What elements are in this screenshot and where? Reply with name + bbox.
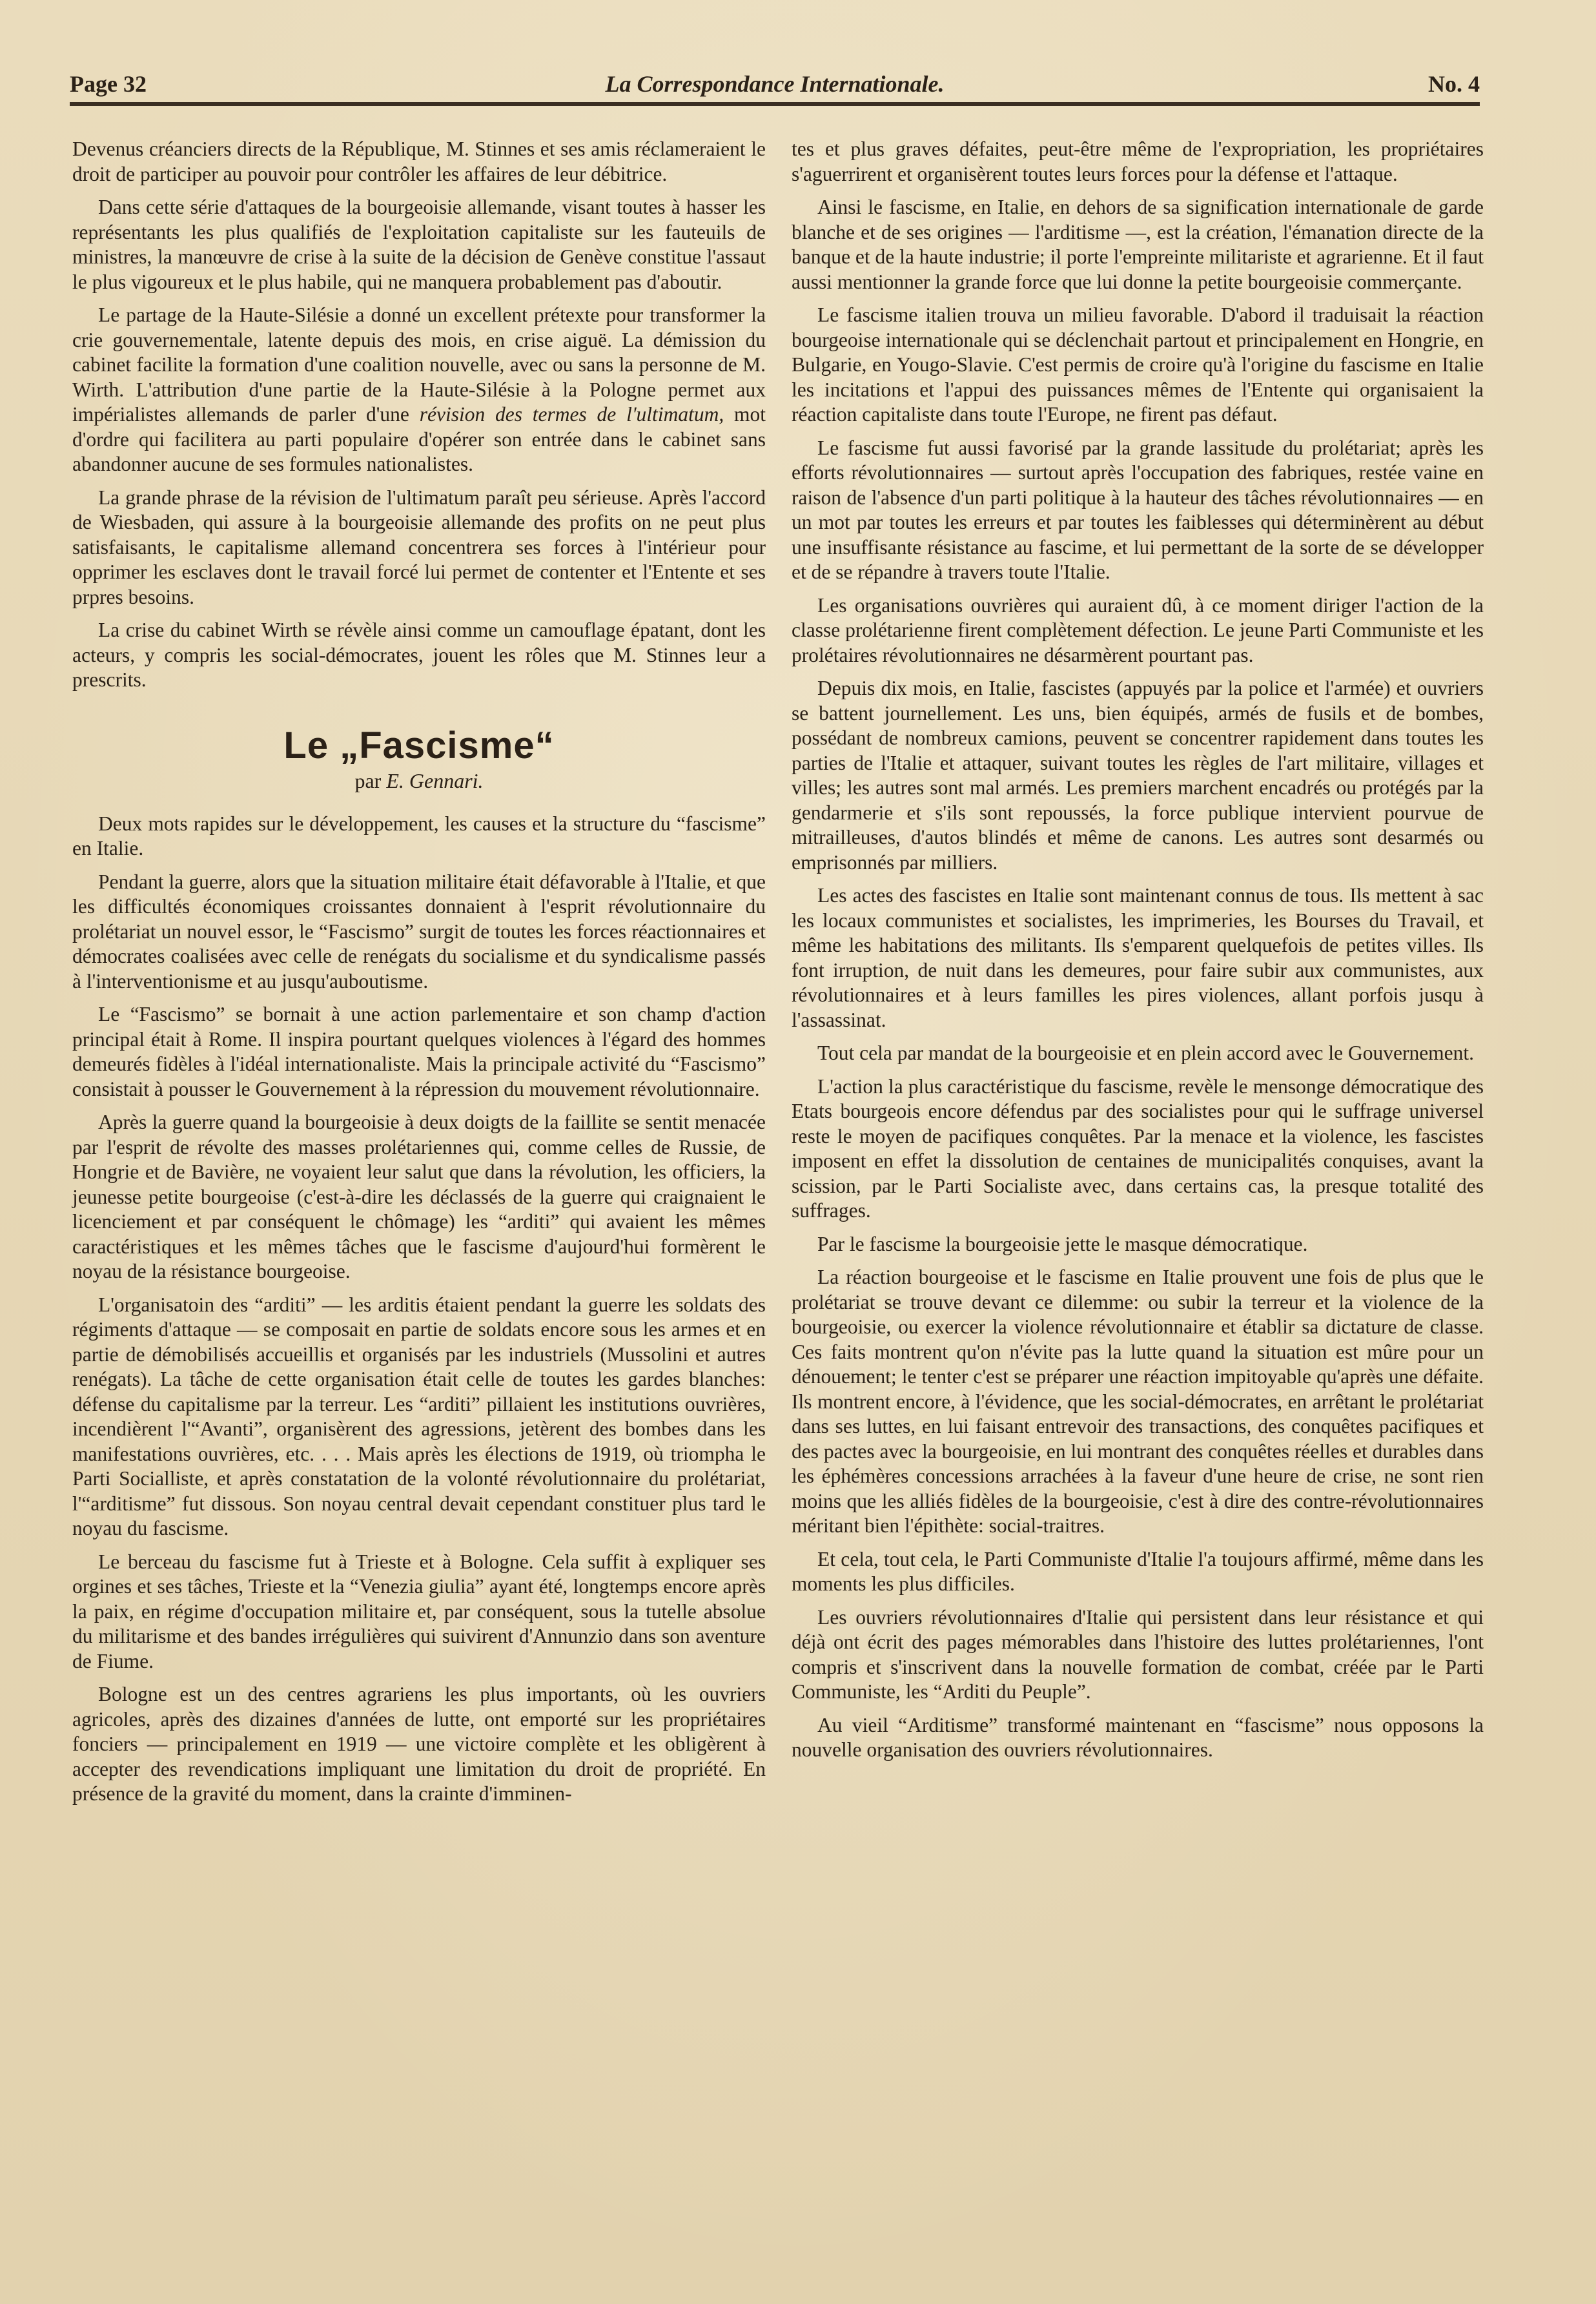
- paragraph: tes et plus graves défaites, peut-être même de l'expropriation, les propriétaires s'aguerrirent et organisèrent toutes leurs forces pour la défense et l'attaque.: [792, 138, 1484, 185]
- paragraph: Au vieil “Arditisme” transformé maintenant en “fascisme” nous opposons la nouvelle organisation des ouvriers révolutionnaires.: [792, 1713, 1484, 1761]
- paragraph: La grande phrase de la révision de l'ultimatum paraît peu sérieuse. Après l'accord de Wiesbaden, qui assure à la bourgeoisie allemande des profits on ne peut plus satisfaisants, le capitalisme allemand concentrera ses forces à l'intérieur pour opprimer les esclaves dont le travail forcé lui permet de contenter et l'Entente et ses prpres besoins.: [72, 486, 766, 608]
- paragraph: Le partage de la Haute-Silésie a donné un excellent prétexte pour transformer la crie gouvernementale, latente depuis des mois, en crise aiguë. La démission du cabinet facilite la formation d'une coalition nouvelle, avec ou sans la personne de M. Wirth. L'attribution d'une partie de la Haute-Silésie à la Pologne permet aux impérialistes allemands de parler d'une révision des termes de l'ultimatum, mot d'ordre qui facilitera au parti populaire d'opérer son entrée dans le cabinet sans abandonner aucune de ses formules nationalistes.: [72, 303, 766, 475]
- paragraph: Le fascisme italien trouva un milieu favorable. D'abord il traduisait la réaction bourgeoise internationale qui se déclenchait partout et principalement en Hongrie, en Bulgarie, en Yougo-Slavie. C'est permis de croire qu'à l'origine du fascisme en Italie les incitations et l'appui des puissances mêmes de l'Entente qui organisaient la réaction capitaliste dans toute l'Europe, ne firent pas défaut.: [792, 303, 1484, 426]
- paragraph: La réaction bourgeoise et le fascisme en Italie prouvent une fois de plus que le prolétariat se trouve devant ce dilemme: ou subir la terreur et la violence de la bourgeoisie, ou exercer la violence révolutionnaire et établir sa dictature de classe. Ces faits montrent qu'on n'évite pas la lutte quand la situation est mûre pour un dénouement; le tenter c'est se préparer une réaction impitoyable qu'après une défaite. Ils montrent encore, à l'évidence, que les social-démocrates, en arrêtant le prolétariat dans ses luttes, en lui faisant entrevoir des transactions, des conquêtes pacifiques et des pactes avec la bourgeoisie, en lui montrant des conquêtes réelles et durables dans les éphémères concessions arrachées à la faveur d'une heure de crise, ne sont rien moins que les alliés fidèles de la bourgeoisie, c'est à dire des contre-révolutionnaires méritant bien l'épithète: social-traitres.: [792, 1266, 1484, 1537]
- article-byline: par E. Gennari.: [354, 768, 484, 792]
- italic-phrase: révision des termes de l'ultimatum,: [419, 403, 724, 426]
- paragraph: Les ouvriers révolutionnaires d'Italie qui persistent dans leur résistance et qui déjà ont écrit des pages mémorables dans l'histoire des luttes prolétariennes, l'ont compris et s'inscrivent dans la nouvelle formation de combat, créée par le Parti Communiste, les “Arditi du Peuple”.: [792, 1605, 1484, 1703]
- left-column: [72, 137, 766, 1815]
- paragraph: Le fascisme fut aussi favorisé par la grande lassitude du prolétariat; après les efforts révolutionnaires — surtout après l'occupation des fabriques, restée vaine en raison de l'absence d'un parti politique à la hauteur des tâches révolutionnaires — en un mot par toutes les erreurs et par toutes les faiblesses qui déterminèrent au début une insuffisante résistance au fascime, et lui permettant de la sorte de se développer et de se répandre à travers toute l'Italie.: [792, 436, 1484, 583]
- paragraph: La crise du cabinet Wirth se révèle ainsi comme un camouflage épatant, dont les acteurs, y compris les social-démocrates, jouent les rôles que M. Stinnes leur a prescrits.: [72, 619, 766, 691]
- paragraph: Et cela, tout cela, le Parti Communiste d'Italie l'a toujours affirmé, même dans les moments les plus difficiles.: [792, 1547, 1484, 1595]
- issue-number: No. 4: [1428, 71, 1480, 97]
- paragraph: Deux mots rapides sur le développement, les causes et la structure du “fascisme” en Italie.: [72, 812, 766, 859]
- paragraph: Par le fascisme la bourgeoisie jette le masque démocratique.: [817, 1232, 1308, 1255]
- paragraph: L'action la plus caractéristique du fascisme, revèle le mensonge démocratique des Etats bourgeois encore défendus par des socialistes pour qui le suffrage universel reste le moyen de pacifiques conquêtes. Par la menace et la violence, les fascistes imposent en effet la dissolution de centaines de municipalités conquises, avant la scission, par le Parti Socialiste avec, dans certains cas, la presque totalité des suffrages.: [792, 1075, 1484, 1222]
- paragraph: Depuis dix mois, en Italie, fascistes (appuyés par la police et l'armée) et ouvriers se battent journellement. Les uns, bien équipés, armés de fusils et de bombes, possédant de nombreux camions, peuvent se concentrer rapidement dans toutes les parties de l'Italie et attaquer, suivant toutes les règles de l'art militaire, villages et villes; les autres sont mal armés. Les premiers marchent encadrés ou protégés par la gendarmerie et s'ils sont repoussés, la force publique intervient pourvue de mitrailleuses, d'autos blindés et même de canons. Les autres sont desarmés ou emprisonnés par milliers.: [792, 677, 1484, 874]
- right-column: [792, 137, 1484, 1771]
- paragraph: Ainsi le fascisme, en Italie, en dehors de sa signification internationale de garde blanche et de ses origines — l'arditisme —, est la création, l'émanation directe de la banque et de la haute industrie; il porte l'empreinte militariste et agrarienne. Et il faut aussi mentionner la grande force que lui donne la petite bourgeoisie commerçante.: [792, 196, 1484, 293]
- paragraph: Après la guerre quand la bourgeoisie à deux doigts de la faillite se sentit menacée par l'esprit de révolte des masses prolétariennes qui, comme celles de Russie, de Hongrie et de Bavière, ne voyaient leur salut que dans la révolution, les officiers, la jeunesse petite bourgeoise (c'est-à-dire les déclassés de la guerre qui craignaient le licenciement et par conséquent le chômage) les “arditi” qui avaient les mêmes caractéristiques et les mêmes tâches que le fascisme d'aujourd'hui formèrent le noyau de la résistance bourgeoise.: [72, 1111, 766, 1282]
- article-title: Le „Fascisme“: [283, 724, 555, 766]
- paragraph: Tout cela par mandat de la bourgeoisie et en plein accord avec le Gouvernement.: [817, 1042, 1475, 1064]
- paragraph: Le berceau du fascisme fut à Trieste et à Bologne. Cela suffit à expliquer ses orgines et ses tâches, Trieste et la “Venezia giulia” ayant été, longtemps encore après la paix, en régime d'occupation militaire et, par conséquent, sous la tutelle absolue du militarisme et des bandes irrégulières qui suivirent d'Annunzio dans son aventure de Fiume.: [72, 1550, 766, 1672]
- paragraph: Les organisations ouvrières qui auraient dû, à ce moment diriger l'action de la classe prolétarienne firent complètement défection. Le jeune Parti Communiste et les prolétaires révolutionnaires ne désarmèrent pourtant pas.: [792, 593, 1484, 666]
- article-author: E. Gennari.: [386, 768, 484, 792]
- paragraph: Devenus créanciers directs de la République, M. Stinnes et ses amis réclameraient le droit de participer au pouvoir pour contrôler les affaires de leur débitrice.: [72, 138, 766, 185]
- paragraph: Bologne est un des centres agrariens les plus importants, où les ouvriers agricoles, après des dizaines d'années de lutte, ont emporté sur les propriétaires fonciers — principalement en 1919 — une victoire complète et les obligèrent à accepter des revendications impliquant une limitation du droit de propriété. En présence de la gravité du moment, dans la crainte d'imminen-: [72, 1683, 766, 1805]
- paragraph: Le “Fascismo” se bornait à une action parlementaire et son champ d'action principal était à Rome. Il inspira pourtant quelques violences à l'égard des hommes demeurés fidèles à l'idéal internationaliste. Mais la principale activité du “Fascismo” consistait à pousser le Gouvernement à la répression du mouvement révolutionnaire.: [72, 1003, 766, 1100]
- journal-title: La Correspondance Internationale.: [605, 71, 945, 97]
- paragraph: Dans cette série d'attaques de la bourgeoisie allemande, visant toutes à hasser les représentants les plus qualifiés de l'exploitation capitaliste sur les fauteuils de ministres, la manœuvre de crise à la suite de la décision de Genève constitue l'assaut le plus vigoureux et le plus habile, qui ne manquera probablement pas d'aboutir.: [72, 196, 766, 293]
- page-number: Page 32: [70, 71, 147, 97]
- page-header: [70, 70, 1480, 106]
- paragraph: Pendant la guerre, alors que la situation militaire était défavorable à l'Italie, et que les difficultés économiques croissantes donnaient à l'esprit révolutionnaire du prolétariat un nouvel essor, le “Fascismo” surgit de toutes les forces réactionnaires et démocrates coalisées avec celle de renégats du socialisme et du syndicalisme passés à l'interventionisme et au jusqu'auboutisme.: [72, 870, 766, 993]
- paragraph: Les actes des fascistes en Italie sont maintenant connus de tous. Ils mettent à sac les locaux communistes et socialistes, les imprimeries, les Bourses du Travail, et même les habitations des militants. Ils s'emparent quelquefois de petites villes. Ils font irruption, de nuit dans les demeures, pour faire subir aux communistes, aux révolutionnaires et à leurs familles les pires violences, allant porfois jusqu à l'assassinat.: [792, 884, 1484, 1031]
- paragraph: L'organisatoin des “arditi” — les arditis étaient pendant la guerre les soldats des régiments d'attaque — se composait en partie de soldats encore sous les armes et en partie de démobilisés accueillis et organisés par les industriels (Mussolini et autres renégats). La tâche de cette organisation était celle de toutes les gardes blanches: défense du capitalisme par la terreur. Les “arditi” pillaient les institutions ouvrières, incendièrent l'“Avanti”, organisèrent des agressions, jetèrent des bombes dans les manifestations ouvrières, etc. . . . Mais après les élections de 1919, où triompha le Parti Socialliste, et après constatation de la volonté révolutionnaire du prolétariat, l'“arditisme” fut dissous. Son noyau central devait cependant constituer plus tard le noyau du fascisme.: [72, 1293, 766, 1539]
- header-rule: [70, 102, 1480, 106]
- article-heading: [72, 724, 766, 794]
